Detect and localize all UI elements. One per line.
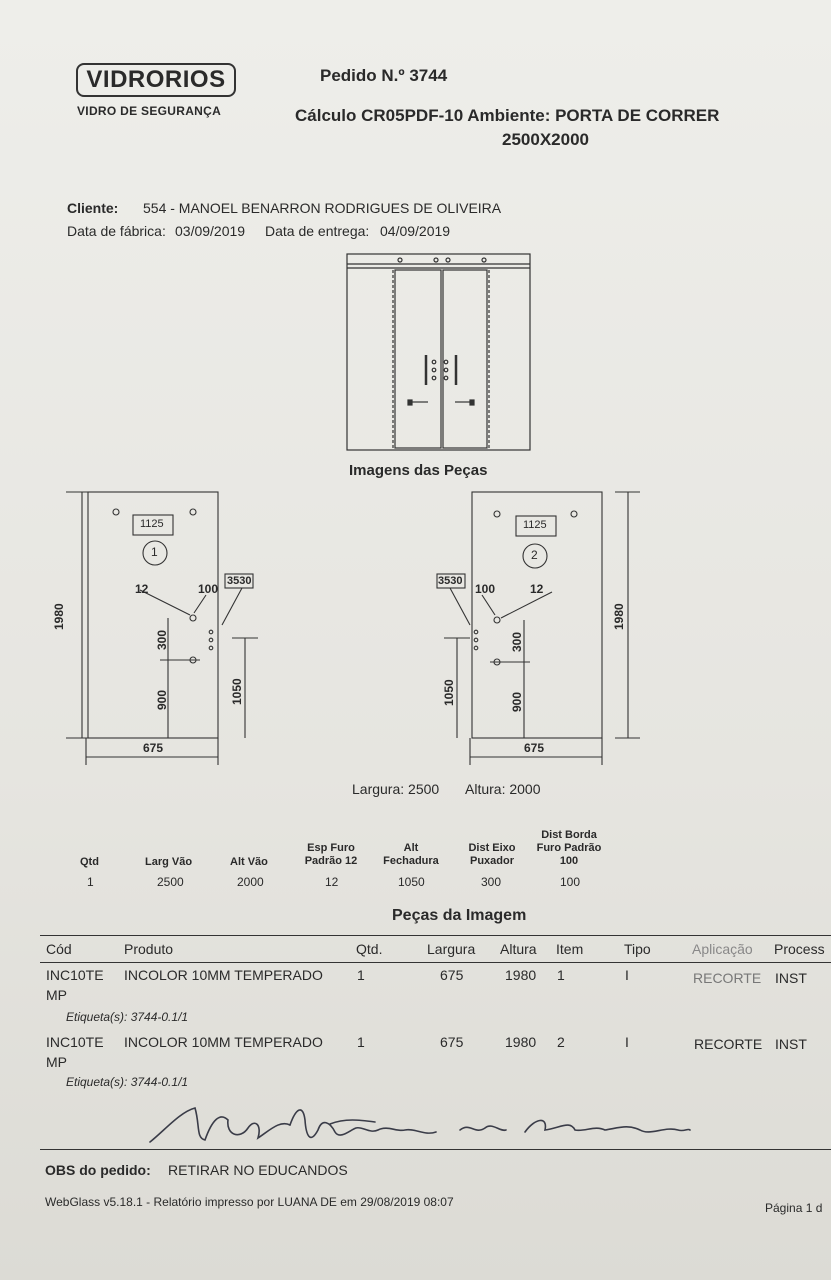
obs-label: OBS do pedido:: [45, 1162, 151, 1178]
piece-2-width: 675: [524, 741, 545, 755]
param-value-alt-fechadura: 1050: [398, 875, 425, 889]
param-header-esp-furo: Esp Furo Padrão 12: [304, 842, 358, 867]
row-2-qtd: 1: [357, 1034, 365, 1050]
param-value-qtd: 1: [87, 875, 94, 889]
param-value-dist-eixo: 300: [481, 875, 502, 889]
footer-page: Página 1 d: [765, 1201, 823, 1215]
row-1-item: 1: [557, 967, 565, 983]
piece-1-number: 1: [151, 545, 158, 559]
param-header-larg-vao: Larg Vão: [145, 856, 193, 868]
col-header-aplicacao: Aplicação: [692, 941, 753, 957]
param-value-dist-borda: 100: [560, 875, 581, 889]
row-2-item: 2: [557, 1034, 565, 1050]
param-header-qtd: Qtd: [80, 856, 99, 868]
logo-subtitle: VIDRO DE SEGURANÇA: [77, 104, 222, 118]
piece-2-hole-label: 1125: [523, 519, 547, 531]
param-value-alt-vao: 2000: [237, 875, 264, 889]
footer-printed: WebGlass v5.18.1 - Relatório impresso por LUANA DE em 29/08/2019 08:07: [45, 1195, 454, 1209]
delivery-date-label: Data de entrega:: [265, 223, 370, 239]
piece-1-dim-1050: 1050: [230, 678, 244, 705]
row-1-cod: INC10TE: [46, 967, 104, 983]
param-header-alt-fechadura: Alt Fechadura: [383, 842, 439, 867]
row-2-cod-cont: MP: [46, 1054, 67, 1070]
row-2-largura: 675: [440, 1034, 464, 1050]
pieces-section-title: Peças da Imagem: [392, 907, 527, 924]
piece-1-offset: 100: [198, 582, 219, 596]
param-header-dist-eixo: Dist Eixo Puxador: [468, 842, 516, 867]
table-header-rule: [40, 962, 831, 963]
row-2-aplicacao: RECORTE: [694, 1036, 763, 1052]
signature-line: [40, 1149, 831, 1150]
table-top-rule: [40, 935, 831, 936]
summary-height: Altura: 2000: [465, 781, 541, 797]
piece-1-dim-900: 900: [155, 689, 169, 710]
row-2-cod: INC10TE: [46, 1034, 104, 1050]
row-1-cod-cont: MP: [46, 987, 67, 1003]
param-value-esp-furo: 12: [325, 875, 339, 889]
piece-2-offset: 100: [475, 582, 496, 596]
factory-date-label: Data de fábrica:: [67, 223, 166, 239]
row-2-tipo: I: [625, 1034, 629, 1050]
param-header-alt-vao: Alt Vão: [230, 856, 268, 868]
delivery-date: 04/09/2019: [380, 223, 451, 239]
col-header-cod: Cód: [46, 941, 72, 957]
row-2-altura: 1980: [505, 1034, 537, 1050]
piece-2-dim-1050: 1050: [442, 679, 456, 706]
param-header-dist-borda: Dist Borda Furo Padrão 100: [536, 829, 602, 867]
client-value: 554 - MANOEL BENARRON RODRIGUES DE OLIVEIRA: [143, 200, 502, 216]
row-1-altura: 1980: [505, 967, 537, 983]
col-header-tipo: Tipo: [624, 941, 651, 957]
calc-title: Cálculo CR05PDF-10 Ambiente: PORTA DE CORRER: [295, 106, 720, 125]
factory-date: 03/09/2019: [175, 223, 246, 239]
row-1-produto: INCOLOR 10MM TEMPERADO: [124, 967, 323, 983]
obs-value: RETIRAR NO EDUCANDOS: [168, 1162, 348, 1178]
piece-2-spec: 3530: [438, 575, 463, 587]
piece-2-height: 1980: [612, 603, 626, 630]
piece-1-height: 1980: [52, 603, 66, 630]
row-1-etiqueta: Etiqueta(s): 3744-0.1/1: [66, 1010, 189, 1024]
piece-2-diameter: 12: [530, 582, 544, 596]
col-header-qtd: Qtd.: [356, 941, 383, 957]
row-1-aplicacao: RECORTE: [693, 970, 762, 986]
row-2-produto: INCOLOR 10MM TEMPERADO: [124, 1034, 323, 1050]
param-value-larg-vao: 2500: [157, 875, 184, 889]
row-2-etiqueta: Etiqueta(s): 3744-0.1/1: [66, 1075, 189, 1089]
summary-width: Largura: 2500: [352, 781, 440, 797]
piece-1-spec: 3530: [227, 575, 252, 587]
images-section-title: Imagens das Peças: [349, 462, 488, 479]
piece-1-dim-300: 300: [155, 629, 169, 650]
row-2-process: INST: [775, 1036, 807, 1052]
row-1-largura: 675: [440, 967, 464, 983]
piece-2-dim-900: 900: [510, 691, 524, 712]
piece-1-hole-label: 1125: [140, 518, 164, 530]
col-header-altura: Altura: [500, 941, 537, 957]
piece-2-dim-300: 300: [510, 631, 524, 652]
row-1-qtd: 1: [357, 967, 365, 983]
company-logo: VIDRORIOS: [76, 63, 236, 97]
calc-dimensions: 2500X2000: [502, 130, 589, 149]
piece-1-diameter: 12: [135, 582, 149, 596]
row-1-tipo: I: [625, 967, 629, 983]
col-header-largura: Largura: [427, 941, 476, 957]
row-1-process: INST: [775, 970, 807, 986]
piece-1-width: 675: [143, 741, 164, 755]
order-number: Pedido N.º 3744: [320, 66, 448, 85]
col-header-item: Item: [556, 941, 584, 957]
client-label: Cliente:: [67, 200, 119, 216]
col-header-produto: Produto: [124, 941, 174, 957]
col-header-process: Process: [774, 941, 825, 957]
piece-2-number: 2: [531, 548, 538, 562]
